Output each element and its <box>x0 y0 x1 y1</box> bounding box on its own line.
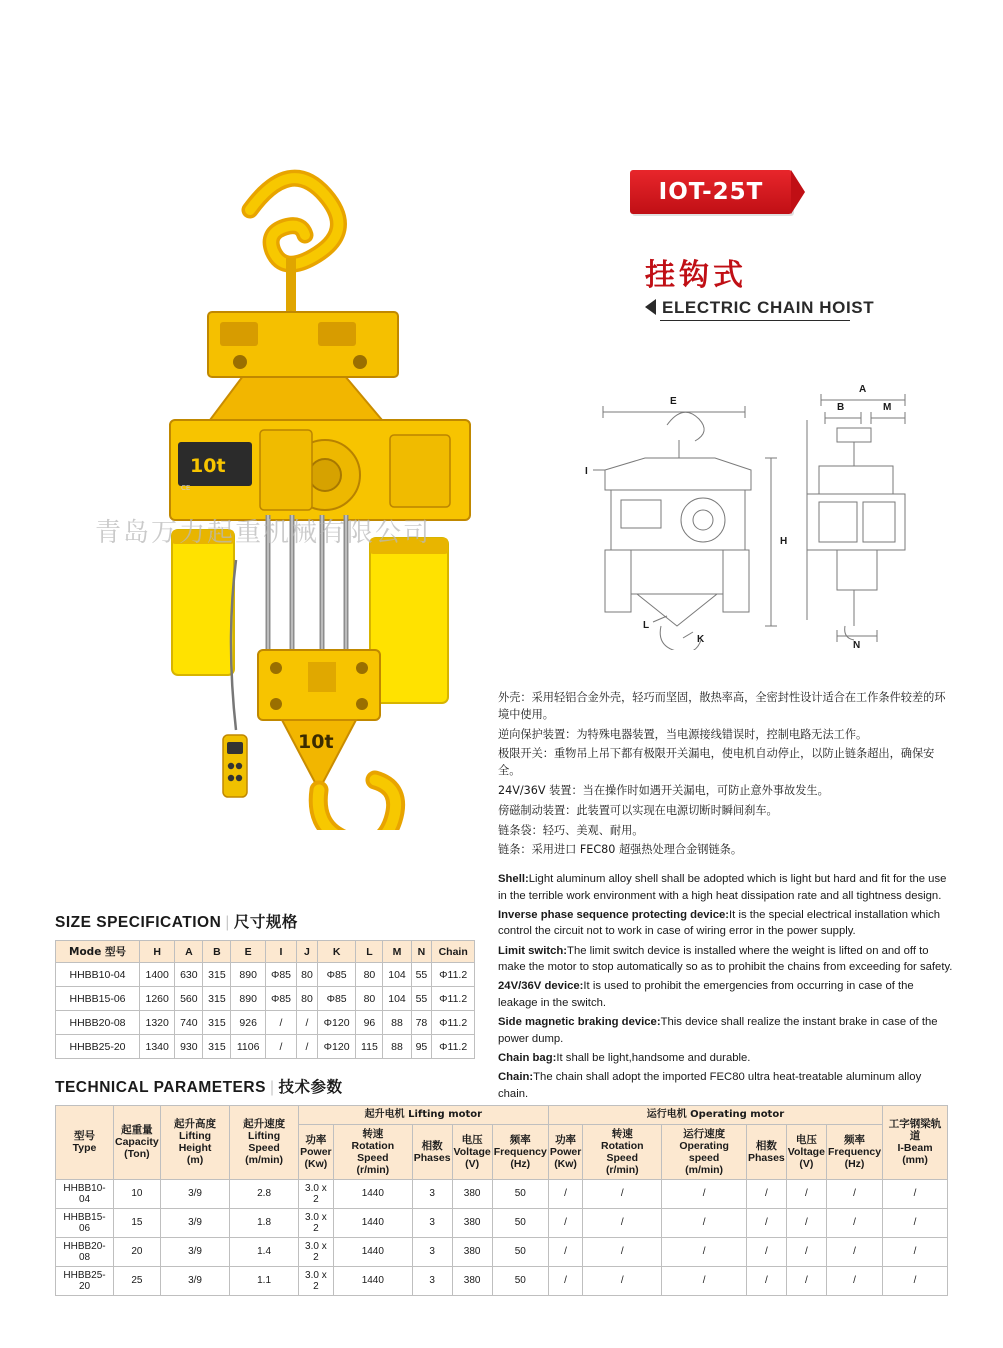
desc-en-0-text: Light aluminum alloy shell shall be adopted which is light but hard and fit for the use in the terrible work environment with a high heat dissipation rate and all tightness design. <box>498 873 947 902</box>
tech-col-13 <box>786 1124 826 1179</box>
tech-col-7-cn: 电压 <box>461 1133 483 1146</box>
tech-col-4-en: Power <box>300 1145 332 1158</box>
tech-r2-c11: / <box>662 1237 747 1266</box>
drawing-label-m: M <box>883 402 892 413</box>
tech-col-4 <box>298 1124 333 1179</box>
tech-r3-c7: 380 <box>452 1266 492 1295</box>
desc-en-6-text: The chain shall adopt the imported FEC80 ultra heat-treatable aluminum alloy chain. <box>498 1071 922 1100</box>
tech-r2-c1: 20 <box>114 1237 161 1266</box>
tech-r3-c0: HHBB25-20 <box>56 1266 114 1295</box>
tech-col-3-en: Lifting Speed <box>248 1130 281 1155</box>
tech-r1-c4: 3.0 x 2 <box>298 1208 333 1237</box>
desc-en-0 <box>498 871 953 904</box>
tech-r1-c0: HHBB15-06 <box>56 1208 114 1237</box>
table-row <box>56 1011 475 1035</box>
drawing-label-n: N <box>853 640 861 650</box>
desc-en-6-bold: Chain: <box>498 1071 534 1084</box>
size-col-3: B <box>203 941 231 963</box>
tech-r2-c10: / <box>583 1237 662 1266</box>
product-title-en <box>645 298 874 318</box>
size-r0-c1: 1400 <box>140 963 175 987</box>
desc-en-2 <box>498 943 953 976</box>
tech-r1-c14: / <box>826 1208 882 1237</box>
size-r0-c6: 80 <box>297 963 318 987</box>
description-block <box>498 690 953 1105</box>
size-r2-c4: 926 <box>231 1011 265 1035</box>
size-r0-c9: 104 <box>383 963 411 987</box>
tech-r2-c12: / <box>747 1237 787 1266</box>
tech-col-13-unit: (V) <box>799 1157 814 1170</box>
tech-r1-c10: / <box>583 1208 662 1237</box>
size-r1-c11: Φ11.2 <box>432 987 475 1011</box>
title-underline <box>660 320 850 321</box>
tech-col-6-en: Phases <box>413 1151 451 1164</box>
size-r2-c0: HHBB20-08 <box>56 1011 140 1035</box>
tech-group-operating-motor: 运行电机 Operating motor <box>548 1106 882 1125</box>
size-table-header-row <box>56 941 475 963</box>
tech-col-4-unit: (Kw) <box>304 1157 328 1170</box>
tech-r2-c14: / <box>826 1237 882 1266</box>
size-col-7: K <box>317 941 356 963</box>
desc-en-4 <box>498 1014 953 1047</box>
tech-col-15-en: I-Beam <box>897 1142 933 1155</box>
tech-r3-c1: 25 <box>114 1266 161 1295</box>
tech-col-15-unit: (mm) <box>902 1154 928 1167</box>
tech-col-6-cn: 相数 <box>421 1139 443 1152</box>
desc-cn-6: 链条：采用进口 FEC80 超强热处理合金钢链条。 <box>498 843 743 857</box>
tech-col-7-unit: (V) <box>465 1157 480 1170</box>
tech-col-4-cn: 功率 <box>305 1133 327 1146</box>
size-r2-c2: 740 <box>175 1011 203 1035</box>
drawing-label-l: L <box>643 620 650 631</box>
tech-col-12-cn: 相数 <box>755 1139 777 1152</box>
size-col-0: Mode 型号 <box>56 941 140 963</box>
size-specification-heading: SIZE SPECIFICATION | 尺寸规格 <box>55 913 298 931</box>
size-col-5: I <box>265 941 296 963</box>
size-col-2: A <box>175 941 203 963</box>
size-r0-c4: 890 <box>231 963 265 987</box>
tech-r3-c15: / <box>883 1266 948 1295</box>
desc-en-4-text: This device shall realize the instant brake in case of the power dump. <box>498 1016 938 1045</box>
tech-col-12 <box>747 1124 787 1179</box>
tech-col-14 <box>826 1124 882 1179</box>
tech-r0-c1: 10 <box>114 1179 161 1208</box>
tech-col-9-unit: (Kw) <box>554 1157 577 1170</box>
tech-col-11 <box>662 1124 747 1179</box>
tech-r2-c2: 3/9 <box>160 1237 230 1266</box>
tech-col-0 <box>56 1106 114 1180</box>
tech-r0-c5: 1440 <box>333 1179 412 1208</box>
tech-r3-c5: 1440 <box>333 1266 412 1295</box>
size-r2-c7: Φ120 <box>317 1011 356 1035</box>
tech-col-0-cn: 型号 <box>74 1130 95 1143</box>
tech-col-9-en: Power <box>549 1145 582 1158</box>
technical-drawings <box>575 370 955 650</box>
tech-col-8-unit: (Hz) <box>510 1157 531 1170</box>
tech-col-2-en: Lifting Height <box>178 1130 212 1155</box>
tech-r3-c4: 3.0 x 2 <box>298 1266 333 1295</box>
tech-col-14-en: Frequency <box>827 1145 882 1158</box>
desc-cn-5: 链条袋：轻巧、美观、耐用。 <box>498 823 644 837</box>
tech-r1-c12: / <box>747 1208 787 1237</box>
tech-col-3 <box>230 1106 299 1180</box>
tech-r3-c6: 3 <box>412 1266 452 1295</box>
tech-col-5-cn: 转速 <box>362 1127 384 1140</box>
arrow-left-icon <box>645 299 656 315</box>
table-row <box>56 1035 475 1059</box>
tech-col-5-unit: (r/min) <box>356 1163 390 1176</box>
tech-r0-c13: / <box>786 1179 826 1208</box>
tech-col-8 <box>492 1124 548 1179</box>
tech-r2-c0: HHBB20-08 <box>56 1237 114 1266</box>
tech-r3-c13: / <box>786 1266 826 1295</box>
size-r1-c5: Φ85 <box>265 987 296 1011</box>
size-r3-c11: Φ11.2 <box>432 1035 475 1059</box>
size-r1-c4: 890 <box>231 987 265 1011</box>
table-row <box>56 1237 948 1266</box>
tech-col-2-unit: (m) <box>186 1154 204 1167</box>
desc-en-3 <box>498 978 953 1011</box>
tech-r3-c8: 50 <box>492 1266 548 1295</box>
table-row <box>56 1266 948 1295</box>
drawing-label-i: I <box>585 466 588 477</box>
tech-r1-c7: 380 <box>452 1208 492 1237</box>
tech-r3-c12: / <box>747 1266 787 1295</box>
tech-col-9 <box>548 1124 583 1179</box>
table-row <box>56 963 475 987</box>
size-r2-c1: 1320 <box>140 1011 175 1035</box>
technical-parameters-table <box>55 1105 948 1296</box>
tech-col-1 <box>114 1106 161 1180</box>
tech-col-11-cn: 运行速度 <box>683 1127 726 1140</box>
size-specification-table <box>55 940 475 1059</box>
size-r1-c1: 1260 <box>140 987 175 1011</box>
size-r1-c7: Φ85 <box>317 987 356 1011</box>
tech-r1-c3: 1.8 <box>230 1208 299 1237</box>
tech-r1-c8: 50 <box>492 1208 548 1237</box>
tech-r0-c10: / <box>583 1179 662 1208</box>
desc-en-3-text: It is used to prohibit the emergencies from occurring in case of the leakage in the switch. <box>498 980 914 1009</box>
size-r2-c5: / <box>265 1011 296 1035</box>
size-r1-c9: 104 <box>383 987 411 1011</box>
tech-col-7 <box>452 1124 492 1179</box>
size-col-6: J <box>297 941 318 963</box>
tech-r1-c5: 1440 <box>333 1208 412 1237</box>
description-cn <box>498 690 953 859</box>
tech-group-lifting-motor: 起升电机 Lifting motor <box>298 1106 548 1125</box>
tech-r0-c12: / <box>747 1179 787 1208</box>
tech-col-15-cn: 工字钢梁轨道 <box>888 1118 942 1143</box>
size-r1-c0: HHBB15-06 <box>56 987 140 1011</box>
desc-en-4-bold: Side magnetic braking device: <box>498 1016 661 1029</box>
size-r1-c8: 80 <box>356 987 383 1011</box>
size-r2-c11: Φ11.2 <box>432 1011 475 1035</box>
tech-r0-c0: HHBB10-04 <box>56 1179 114 1208</box>
capacity-label-top: 10t <box>190 455 226 477</box>
size-r0-c11: Φ11.2 <box>432 963 475 987</box>
tech-r2-c8: 50 <box>492 1237 548 1266</box>
size-r3-c10: 95 <box>411 1035 432 1059</box>
desc-en-1 <box>498 907 953 940</box>
size-r0-c7: Φ85 <box>317 963 356 987</box>
table-row <box>56 1208 948 1237</box>
size-col-11: Chain <box>432 941 475 963</box>
size-r0-c8: 80 <box>356 963 383 987</box>
tech-r0-c15: / <box>883 1179 948 1208</box>
size-r3-c0: HHBB25-20 <box>56 1035 140 1059</box>
product-title-en-label: ELECTRIC CHAIN HOIST <box>662 298 875 317</box>
tech-col-12-en: Phases <box>748 1151 785 1164</box>
size-r0-c0: HHBB10-04 <box>56 963 140 987</box>
tech-r0-c7: 380 <box>452 1179 492 1208</box>
desc-en-5-text: It shall be light,handsome and durable. <box>556 1051 751 1064</box>
tech-col-5 <box>333 1124 412 1179</box>
tech-r0-c2: 3/9 <box>160 1179 230 1208</box>
tech-title-cn: 技术参数 <box>278 1078 343 1096</box>
size-r0-c5: Φ85 <box>265 963 296 987</box>
size-r3-c1: 1340 <box>140 1035 175 1059</box>
tech-r1-c1: 15 <box>114 1208 161 1237</box>
size-r0-c2: 630 <box>175 963 203 987</box>
desc-en-1-text: It is the special electrical installation which control the circuit not to work in case of wiring error in the power supply. <box>498 908 941 938</box>
tech-r1-c9: / <box>548 1208 583 1237</box>
product-photo <box>60 90 490 830</box>
table-row <box>56 987 475 1011</box>
table-row <box>56 1179 948 1208</box>
tech-r2-c5: 1440 <box>333 1237 412 1266</box>
tech-col-14-cn: 频率 <box>843 1133 865 1146</box>
size-title-cn: 尺寸规格 <box>233 913 298 931</box>
tech-col-13-cn: 电压 <box>795 1133 817 1146</box>
size-r2-c8: 96 <box>356 1011 383 1035</box>
desc-en-2-text: The limit switch device is installed where the weight is lifted on and off to make the motor to stop automatically so as to prohibit the chains from exceeding for safety. <box>498 944 953 974</box>
tech-r2-c15: / <box>883 1237 948 1266</box>
desc-en-0-bold: Shell: <box>498 873 529 886</box>
tech-col-10 <box>583 1124 662 1179</box>
desc-cn-1: 逆向保护装置：为特殊电器装置，当电源接线错误时，控制电路无法工作。 <box>498 727 868 741</box>
size-col-9: M <box>383 941 411 963</box>
size-r0-c10: 55 <box>411 963 432 987</box>
description-en <box>498 871 953 1102</box>
company-watermark: 青岛万力起重机械有限公司 <box>95 518 432 548</box>
tech-col-1-en: Capacity <box>115 1136 159 1149</box>
size-r3-c7: Φ120 <box>317 1035 356 1059</box>
tech-r0-c11: / <box>662 1179 747 1208</box>
size-r2-c9: 88 <box>383 1011 411 1035</box>
size-r2-c6: / <box>297 1011 318 1035</box>
tech-r3-c2: 3/9 <box>160 1266 230 1295</box>
tech-r1-c6: 3 <box>412 1208 452 1237</box>
drawing-label-a: A <box>859 384 867 395</box>
size-r1-c2: 560 <box>175 987 203 1011</box>
desc-cn-3: 24V/36V 装置：当在操作时如遇开关漏电，可防止意外事故发生。 <box>498 783 829 797</box>
tech-r0-c3: 2.8 <box>230 1179 299 1208</box>
tech-r2-c4: 3.0 x 2 <box>298 1237 333 1266</box>
size-r1-c6: 80 <box>297 987 318 1011</box>
size-r3-c5: / <box>265 1035 296 1059</box>
tech-col-14-unit: (Hz) <box>844 1157 865 1170</box>
tech-col-2-cn: 起升高度 <box>174 1118 217 1131</box>
tech-col-10-en: Rotation Speed <box>600 1139 644 1164</box>
desc-cn-0: 外壳：采用轻铝合金外壳，轻巧而坚固，散热率高，全密封性设计适合在工作条件较差的环境中使用。 <box>498 691 946 721</box>
tech-col-11-unit: (m/min) <box>685 1163 724 1176</box>
size-r3-c8: 115 <box>356 1035 383 1059</box>
tech-r3-c3: 1.1 <box>230 1266 299 1295</box>
tech-col-1-cn: 起重量 <box>121 1124 153 1137</box>
capacity-label-bottom: 10t <box>298 731 334 753</box>
size-r3-c3: 315 <box>203 1035 231 1059</box>
tech-r2-c3: 1.4 <box>230 1237 299 1266</box>
tech-col-8-en: Frequency <box>493 1145 547 1158</box>
tech-col-2 <box>160 1106 230 1180</box>
desc-en-1-bold: Inverse phase sequence protecting device: <box>498 908 730 921</box>
tech-r2-c7: 380 <box>452 1237 492 1266</box>
tech-col-8-cn: 频率 <box>509 1133 531 1146</box>
drawing-label-k: K <box>697 634 705 645</box>
desc-cn-4: 傍磁制动装置：此装置可以实现在电源切断时瞬间刹车。 <box>498 803 778 817</box>
model-badge-label: IOT-25T <box>658 179 764 205</box>
tech-col-6 <box>412 1124 452 1179</box>
size-r1-c3: 315 <box>203 987 231 1011</box>
tech-r0-c6: 3 <box>412 1179 452 1208</box>
size-r3-c9: 88 <box>383 1035 411 1059</box>
tech-r1-c11: / <box>662 1208 747 1237</box>
desc-en-6 <box>498 1069 953 1102</box>
tech-r3-c10: / <box>583 1266 662 1295</box>
tech-col-0-en: Type <box>72 1142 97 1155</box>
tech-r1-c13: / <box>786 1208 826 1237</box>
tech-col-3-cn: 起升速度 <box>243 1118 286 1131</box>
size-col-10: N <box>411 941 432 963</box>
tech-col-11-en: Operating speed <box>679 1139 729 1164</box>
tech-col-10-cn: 转速 <box>611 1127 633 1140</box>
desc-en-5-bold: Chain bag: <box>498 1051 557 1064</box>
tech-r0-c9: / <box>548 1179 583 1208</box>
tech-r3-c14: / <box>826 1266 882 1295</box>
drawing-label-e: E <box>670 396 677 407</box>
tech-group-header-row <box>56 1106 948 1125</box>
size-r2-c3: 315 <box>203 1011 231 1035</box>
desc-en-2-bold: Limit switch: <box>498 944 568 957</box>
desc-cn-2: 极限开关：重物吊上吊下都有极限开关漏电，使电机自动停止，以防止链条超出，确保安全。 <box>498 747 935 778</box>
size-r3-c4: 1106 <box>231 1035 265 1059</box>
tech-r0-c4: 3.0 x 2 <box>298 1179 333 1208</box>
size-r0-c3: 315 <box>203 963 231 987</box>
tech-r1-c2: 3/9 <box>160 1208 230 1237</box>
product-title-cn: 挂钩式 <box>645 258 747 293</box>
hoist-illustration <box>60 90 490 830</box>
tech-col-5-en: Rotation Speed <box>351 1139 395 1164</box>
tech-r2-c6: 3 <box>412 1237 452 1266</box>
size-col-4: E <box>231 941 265 963</box>
tech-col-15 <box>883 1106 948 1180</box>
tech-r1-c15: / <box>883 1208 948 1237</box>
tech-col-10-unit: (r/min) <box>605 1163 639 1176</box>
tech-col-13-en: Voltage <box>787 1145 825 1158</box>
model-badge <box>630 170 792 214</box>
tech-r0-c14: / <box>826 1179 882 1208</box>
size-col-8: L <box>356 941 383 963</box>
size-r3-c6: / <box>297 1035 318 1059</box>
tech-r3-c11: / <box>662 1266 747 1295</box>
drawing-label-b: B <box>837 402 845 413</box>
technical-parameters-heading: TECHNICAL PARAMETERS | 技术参数 <box>55 1078 343 1096</box>
tech-r2-c9: / <box>548 1237 583 1266</box>
size-col-1: H <box>140 941 175 963</box>
size-r3-c2: 930 <box>175 1035 203 1059</box>
tech-r2-c13: / <box>786 1237 826 1266</box>
drawing-label-h: H <box>780 536 788 547</box>
size-r2-c10: 78 <box>411 1011 432 1035</box>
tech-title-en: TECHNICAL PARAMETERS <box>55 1079 266 1096</box>
tech-col-9-cn: 功率 <box>555 1133 577 1146</box>
tech-r3-c9: / <box>548 1266 583 1295</box>
size-title-en: SIZE SPECIFICATION <box>55 914 222 931</box>
svg-text:CE: CE <box>181 484 191 492</box>
desc-en-5 <box>498 1050 953 1066</box>
tech-col-7-en: Voltage <box>453 1145 491 1158</box>
tech-r0-c8: 50 <box>492 1179 548 1208</box>
desc-en-3-bold: 24V/36V device: <box>498 980 584 993</box>
tech-col-1-unit: (Ton) <box>124 1148 150 1161</box>
size-r1-c10: 55 <box>411 987 432 1011</box>
tech-col-3-unit: (m/min) <box>245 1154 284 1167</box>
